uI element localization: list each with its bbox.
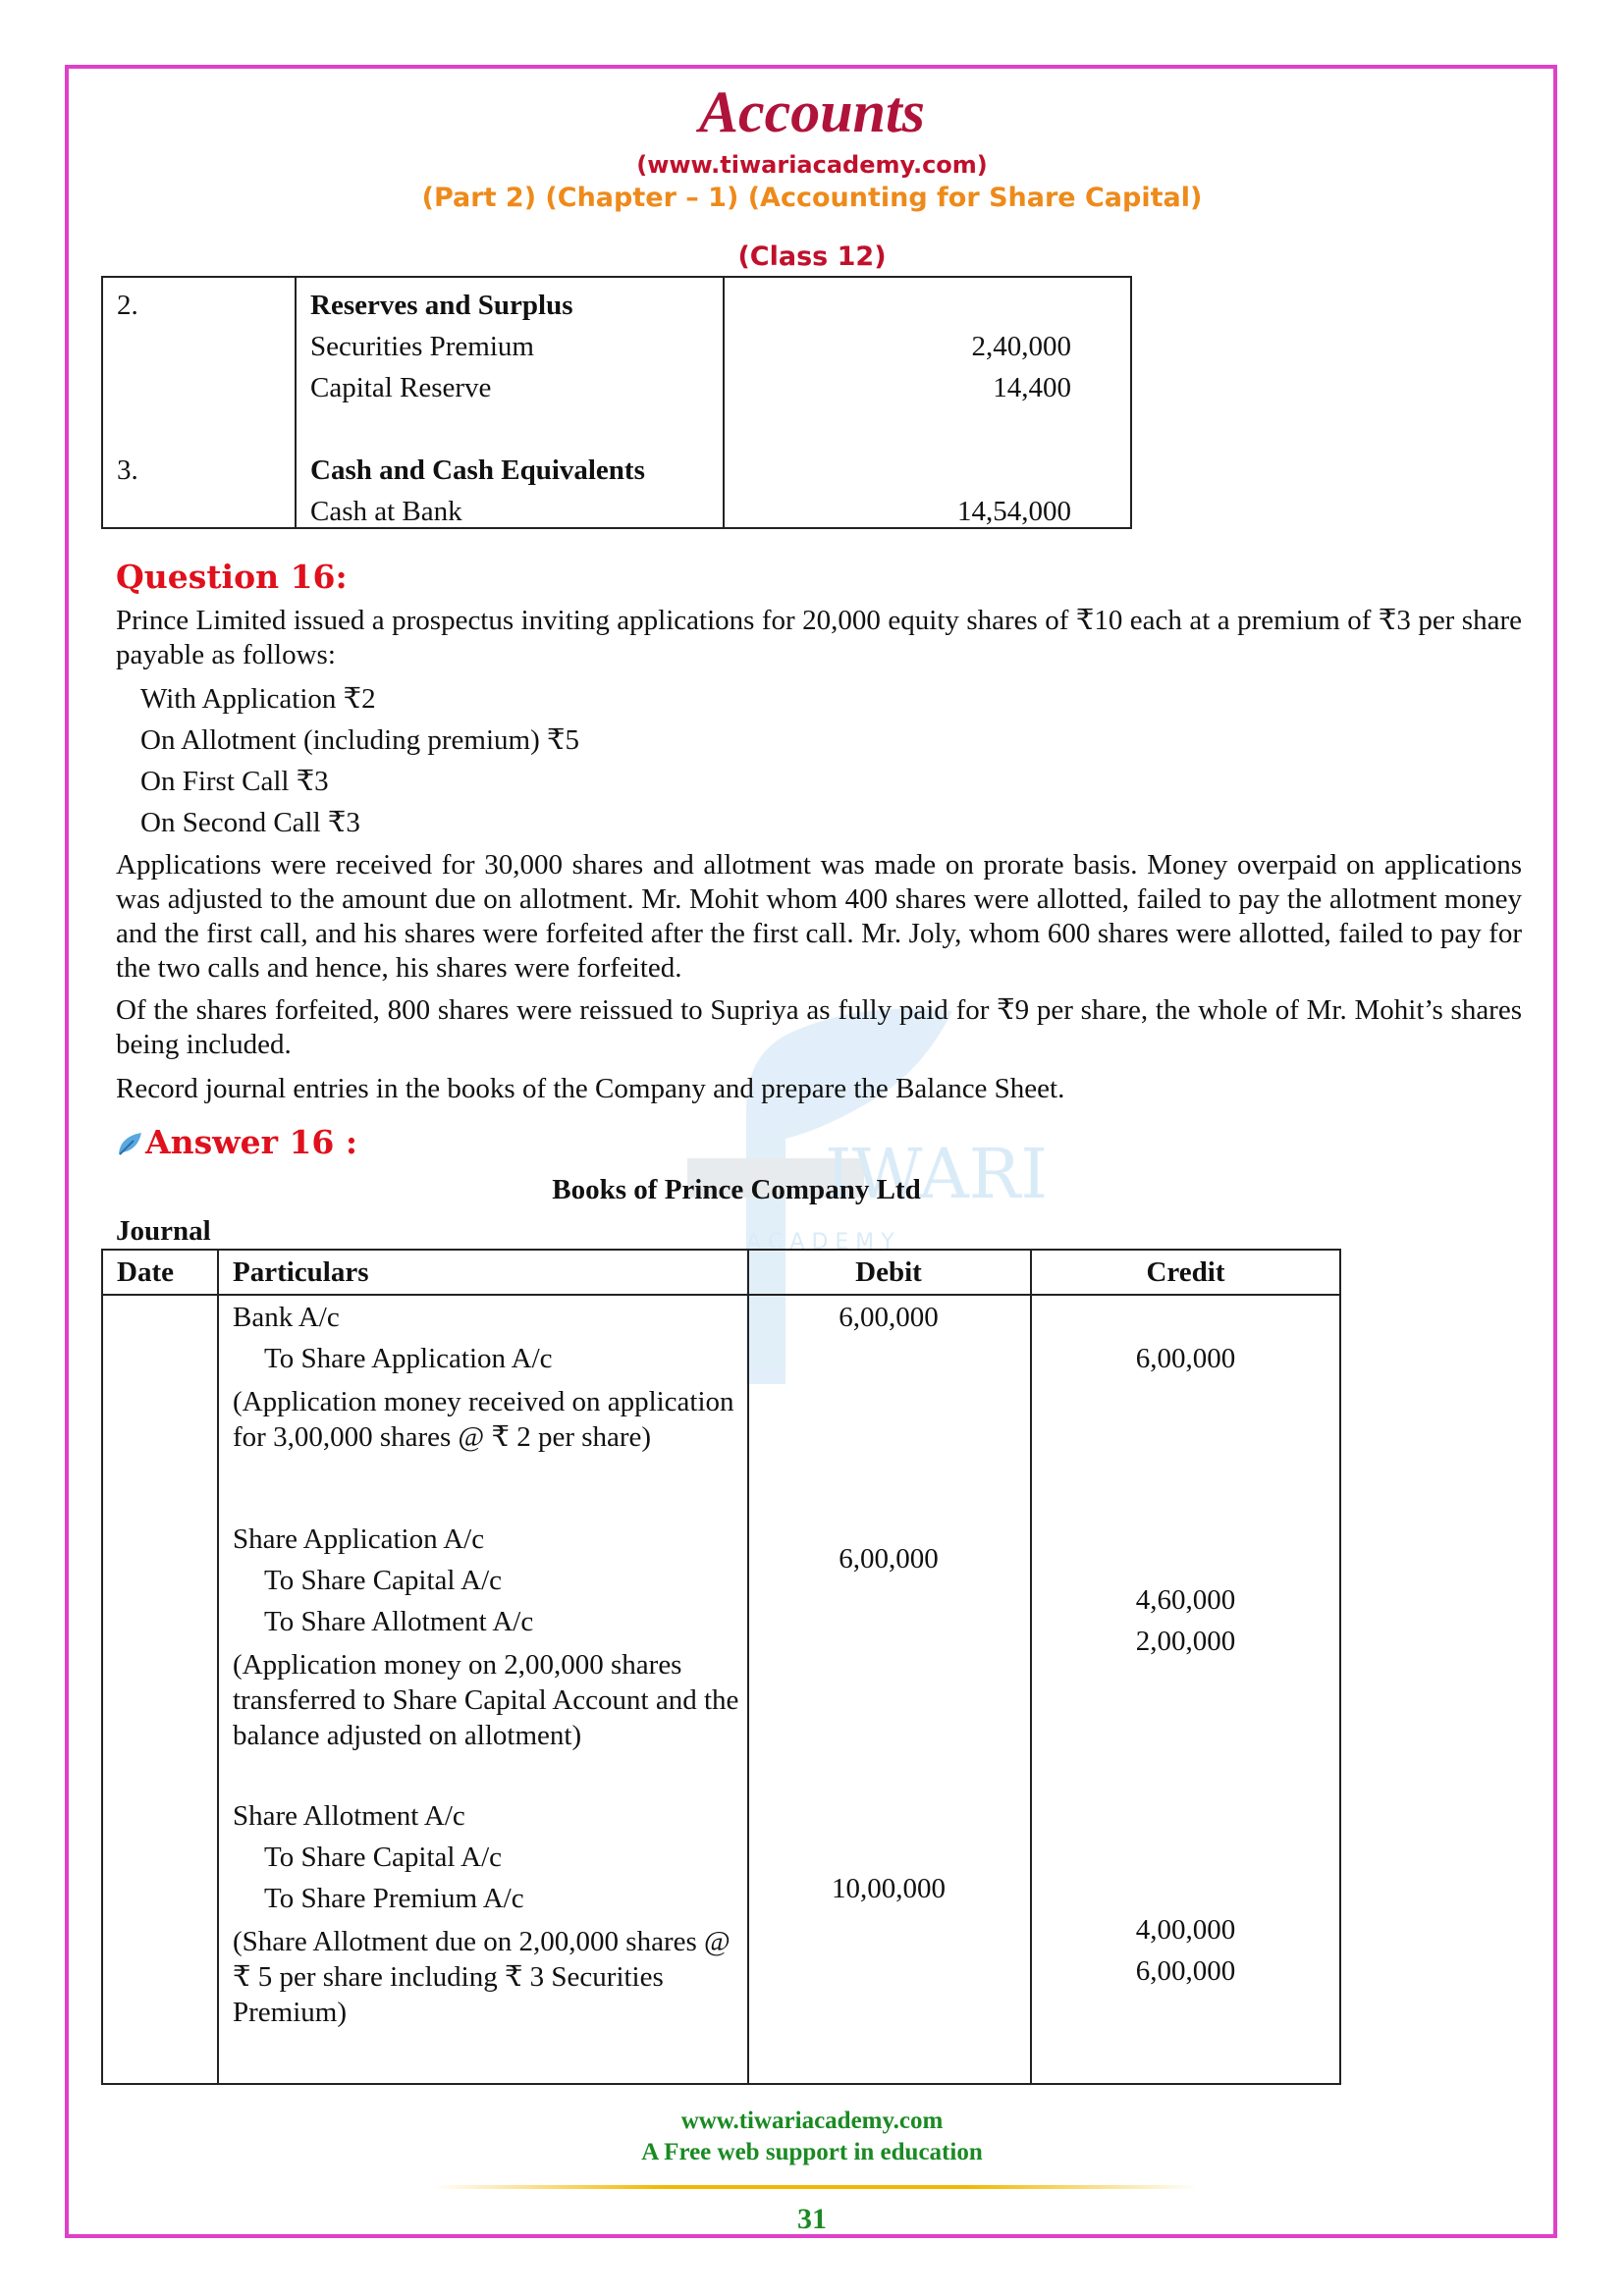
journal-debit-amount: 6,00,000 [839,1543,939,1575]
row-label: Securities Premium [310,331,534,362]
row-label: Cash at Bank [310,496,462,527]
row-label: Capital Reserve [310,372,492,403]
journal-credit-amount: 2,00,000 [1135,1626,1236,1657]
journal-credit-account: To Share Application A/c [264,1343,553,1374]
journal-credit-account: To Share Capital A/c [264,1842,502,1873]
journal-credit-amount: 4,00,000 [1135,1914,1236,1946]
answer-title: Answer 16 : [145,1123,358,1161]
footer-tagline: A Free web support in education [641,2139,983,2165]
journal-narration: (Application money on 2,00,000 shares transferred to Share Capital Account and the balance adjusted on allotment) [233,1649,739,1751]
journal-debit-account: Share Application A/c [233,1523,485,1555]
journal-credit-account: To Share Capital A/c [264,1565,502,1596]
books-title: Books of Prince Company Ltd [552,1174,921,1205]
watermark-sub: A C A D E M Y [746,1230,894,1255]
footer-url[interactable]: www.tiwariacademy.com [680,2108,944,2134]
column-header-credit: Credit [1146,1256,1225,1288]
question-paragraph: Applications were received for 30,000 shares and allotment was made on prorate basis. Money overpaid on applications was adjusted to the amount due on allotment. Mr. Mohit whom 400 shares were allotted, failed to pay the allotment money and the first call, and his shares were forfeited after the first call. Mr. Joly, whom 600 shares were allotted, failed to pay for the two calls and hence, his shares were forfeited. [116,849,1522,984]
class-label: (Class 12) [737,241,887,272]
journal-label: Journal [116,1215,211,1247]
row-amount: 14,54,000 [957,496,1071,527]
page-number: 31 [797,2203,827,2235]
question-title: Question 16: [116,558,348,596]
row-amount: 14,400 [993,372,1071,403]
column-header-debit: Debit [855,1256,922,1288]
question-paragraph: Record journal entries in the books of the Company and prepare the Balance Sheet. [116,1073,1065,1104]
row-heading: Cash and Cash Equivalents [310,454,645,486]
schedule-item: On Second Call ₹3 [140,807,360,838]
row-number: 3. [117,454,138,486]
journal-debit-amount: 10,00,000 [832,1873,946,1904]
schedule-item: On Allotment (including premium) ₹5 [140,724,579,756]
journal-credit-amount: 6,00,000 [1135,1955,1236,1987]
journal-credit-amount: 6,00,000 [1135,1343,1236,1374]
schedule-item: With Application ₹2 [140,683,376,715]
schedule-item: On First Call ₹3 [140,766,329,797]
row-amount: 2,40,000 [971,331,1071,362]
header-url[interactable]: (www.tiwariacademy.com) [636,151,988,179]
journal-credit-account: To Share Premium A/c [264,1883,524,1914]
journal-narration: (Application money received on application for 3,00,000 shares @ ₹ 2 per share) [233,1386,734,1453]
chapter-subtitle: (Part 2) (Chapter – 1) (Accounting for Share Capital) [421,183,1203,213]
page-title: Accounts [698,80,926,144]
row-number: 2. [117,290,138,321]
journal-credit-amount: 4,60,000 [1135,1584,1236,1616]
question-intro: Prince Limited issued a prospectus inviting applications for 20,000 equity shares of ₹10 each at a premium of ₹3 per share payable as follows: [116,605,1522,670]
column-header-date: Date [117,1256,174,1288]
journal-debit-account: Share Allotment A/c [233,1800,465,1832]
row-heading: Reserves and Surplus [310,290,573,321]
question-paragraph: Of the shares forfeited, 800 shares were reissued to Supriya as fully paid for ₹9 per share, the whole of Mr. Mohit’s shares being included. [116,994,1522,1060]
footer-divider [432,2185,1198,2189]
watermark-brand: IWARI [825,1134,1049,1214]
column-header-particulars: Particulars [233,1256,369,1288]
leaf-icon [116,1129,145,1158]
balance-sheet-continued-table [101,276,1132,529]
journal-table [101,1249,1341,2085]
journal-narration: (Share Allotment due on 2,00,000 shares @ ₹ 5 per share including ₹ 3 Securities Premium) [233,1926,731,2028]
journal-credit-account: To Share Allotment A/c [264,1606,534,1637]
journal-debit-amount: 6,00,000 [839,1302,939,1333]
journal-debit-account: Bank A/c [233,1302,340,1333]
